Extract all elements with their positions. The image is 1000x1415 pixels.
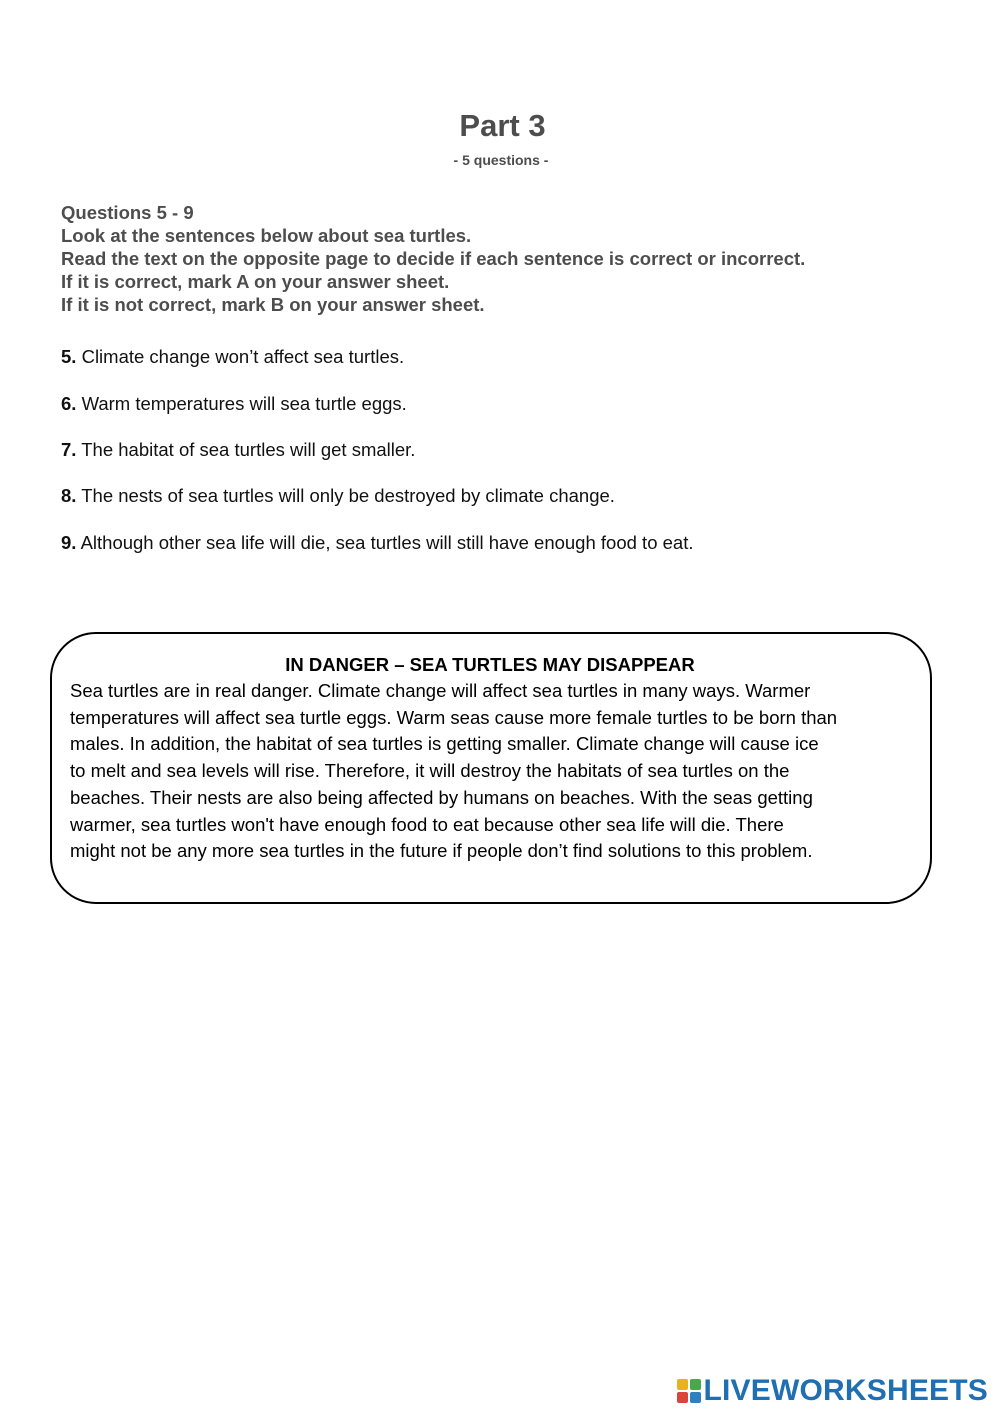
passage-line: to melt and sea levels will rise. Therefore, it will destroy the habitats of sea turtles on the <box>70 760 790 782</box>
question-number: 7. <box>61 439 77 460</box>
page-title: Part 3 <box>459 108 546 143</box>
question-item <box>61 438 415 462</box>
logo-square <box>677 1379 688 1390</box>
page-subtitle: - 5 questions - <box>453 152 549 168</box>
question-text: Climate change won’t affect sea turtles. <box>81 346 405 367</box>
instructions-heading: Questions 5 - 9 <box>61 202 194 223</box>
logo-square <box>677 1392 688 1403</box>
question-text: Warm temperatures will sea turtle eggs. <box>81 393 407 414</box>
question-number: 5. <box>61 346 77 367</box>
instructions-line: If it is not correct, mark B on your answer sheet. <box>61 294 485 315</box>
passage-line: Sea turtles are in real danger. Climate change will affect sea turtles in many ways. Warmer <box>70 680 811 701</box>
question-item <box>61 484 615 508</box>
passage-line: warmer, sea turtles won't have enough food to eat because other sea life will die. There <box>70 813 784 835</box>
passage-text <box>70 678 920 865</box>
instructions-line: If it is correct, mark A on your answer sheet. <box>61 271 450 292</box>
question-text: The habitat of sea turtles will get smaller. <box>81 439 416 460</box>
logo-square <box>690 1379 701 1390</box>
logo-text: LIVEWORKSHEETS <box>703 1374 988 1407</box>
question-item <box>61 392 407 416</box>
passage-line: beaches. Their nests are also being affected by humans on beaches. With the seas getting <box>70 786 813 808</box>
question-number: 8. <box>61 485 77 506</box>
passage-line: temperatures will affect sea turtle eggs. Warm seas cause more female turtles to be born than <box>70 706 838 728</box>
question-text: Although other sea life will die, sea turtles will still have enough food to eat. <box>80 532 694 553</box>
passage-title: IN DANGER – SEA TURTLES MAY DISAPPEAR <box>285 654 695 675</box>
liveworksheets-logo-icon <box>677 1379 701 1403</box>
liveworksheets-logo <box>677 1373 989 1409</box>
instructions-line: Look at the sentences below about sea turtles. <box>61 225 472 246</box>
instructions-block <box>61 201 961 316</box>
passage-line: males. In addition, the habitat of sea turtles is getting smaller. Climate change will cause ice <box>70 733 819 755</box>
question-text: The nests of sea turtles will only be destroyed by climate change. <box>81 485 615 506</box>
question-number: 6. <box>61 393 77 414</box>
logo-square <box>690 1392 701 1403</box>
passage-line: might not be any more sea turtles in the future if people don’t find solutions to this problem. <box>70 840 813 862</box>
question-number: 9. <box>61 532 77 553</box>
question-item <box>61 345 404 369</box>
instructions-line: Read the text on the opposite page to decide if each sentence is correct or incorrect. <box>61 248 806 269</box>
question-item <box>61 531 693 555</box>
